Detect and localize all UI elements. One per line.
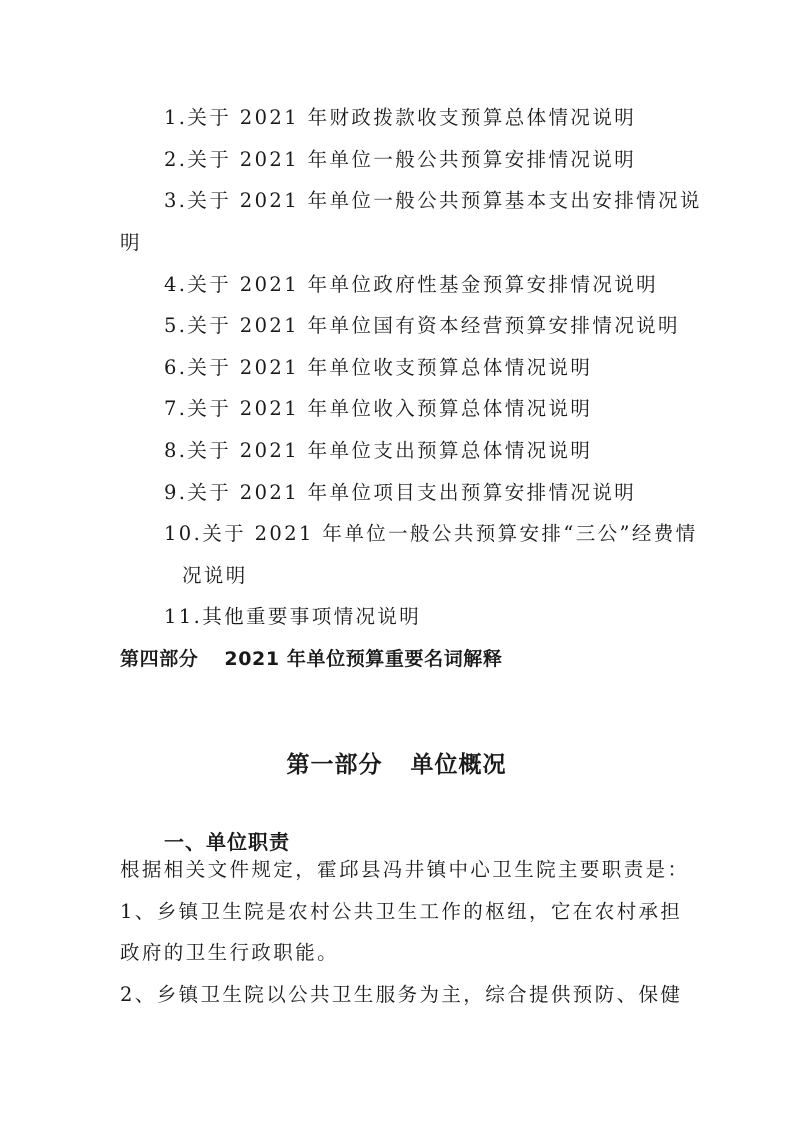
toc-item-3: 3.关于 2021 年单位一般公共预算基本支出安排情况说 (164, 189, 702, 212)
toc-item-2: 2.关于 2021 年单位一般公共预算安排情况说明 (164, 148, 637, 171)
toc-item-11: 11.其他重要事项情况说明 (164, 605, 422, 628)
part-four-heading (120, 644, 503, 671)
toc-item-4: 4.关于 2021 年单位政府性基金预算安排情况说明 (164, 273, 659, 296)
body-intro: 根据相关文件规定，霍邱县冯井镇中心卫生院主要职责是： (120, 858, 690, 881)
body-item-2-line-1: 2、乡镇卫生院以公共卫生服务为主，综合提供预防、保健 (120, 983, 683, 1006)
toc-item-7: 7.关于 2021 年单位收入预算总体情况说明 (164, 397, 593, 420)
toc-item-6: 6.关于 2021 年单位收支预算总体情况说明 (164, 356, 593, 379)
toc-item-1: 1.关于 2021 年财政拨款收支预算总体情况说明 (164, 106, 637, 129)
body-item-1-line-1: 1、乡镇卫生院是农村公共卫生工作的枢纽，它在农村承担 (120, 900, 683, 923)
section-name: 单位概况 (410, 752, 507, 778)
section-title (0, 746, 793, 779)
toc-item-3-continuation: 明 (120, 231, 142, 254)
part-four-title: 2021 年单位预算重要名词解释 (224, 648, 503, 670)
toc-item-10: 10.关于 2021 年单位一般公共预算安排“三公”经费情 (164, 522, 698, 545)
body-item-1-line-2: 政府的卫生行政职能。 (120, 941, 340, 964)
toc-item-9: 9.关于 2021 年单位项目支出预算安排情况说明 (164, 481, 637, 504)
toc-item-5: 5.关于 2021 年单位国有资本经营预算安排情况说明 (164, 314, 680, 337)
subsection-title: 一、单位职责 (164, 830, 290, 854)
toc-item-10-continuation: 况说明 (182, 564, 248, 587)
toc-item-8: 8.关于 2021 年单位支出预算总体情况说明 (164, 439, 593, 462)
section-label: 第一部分 (286, 752, 383, 778)
part-four-label: 第四部分 (120, 648, 199, 670)
